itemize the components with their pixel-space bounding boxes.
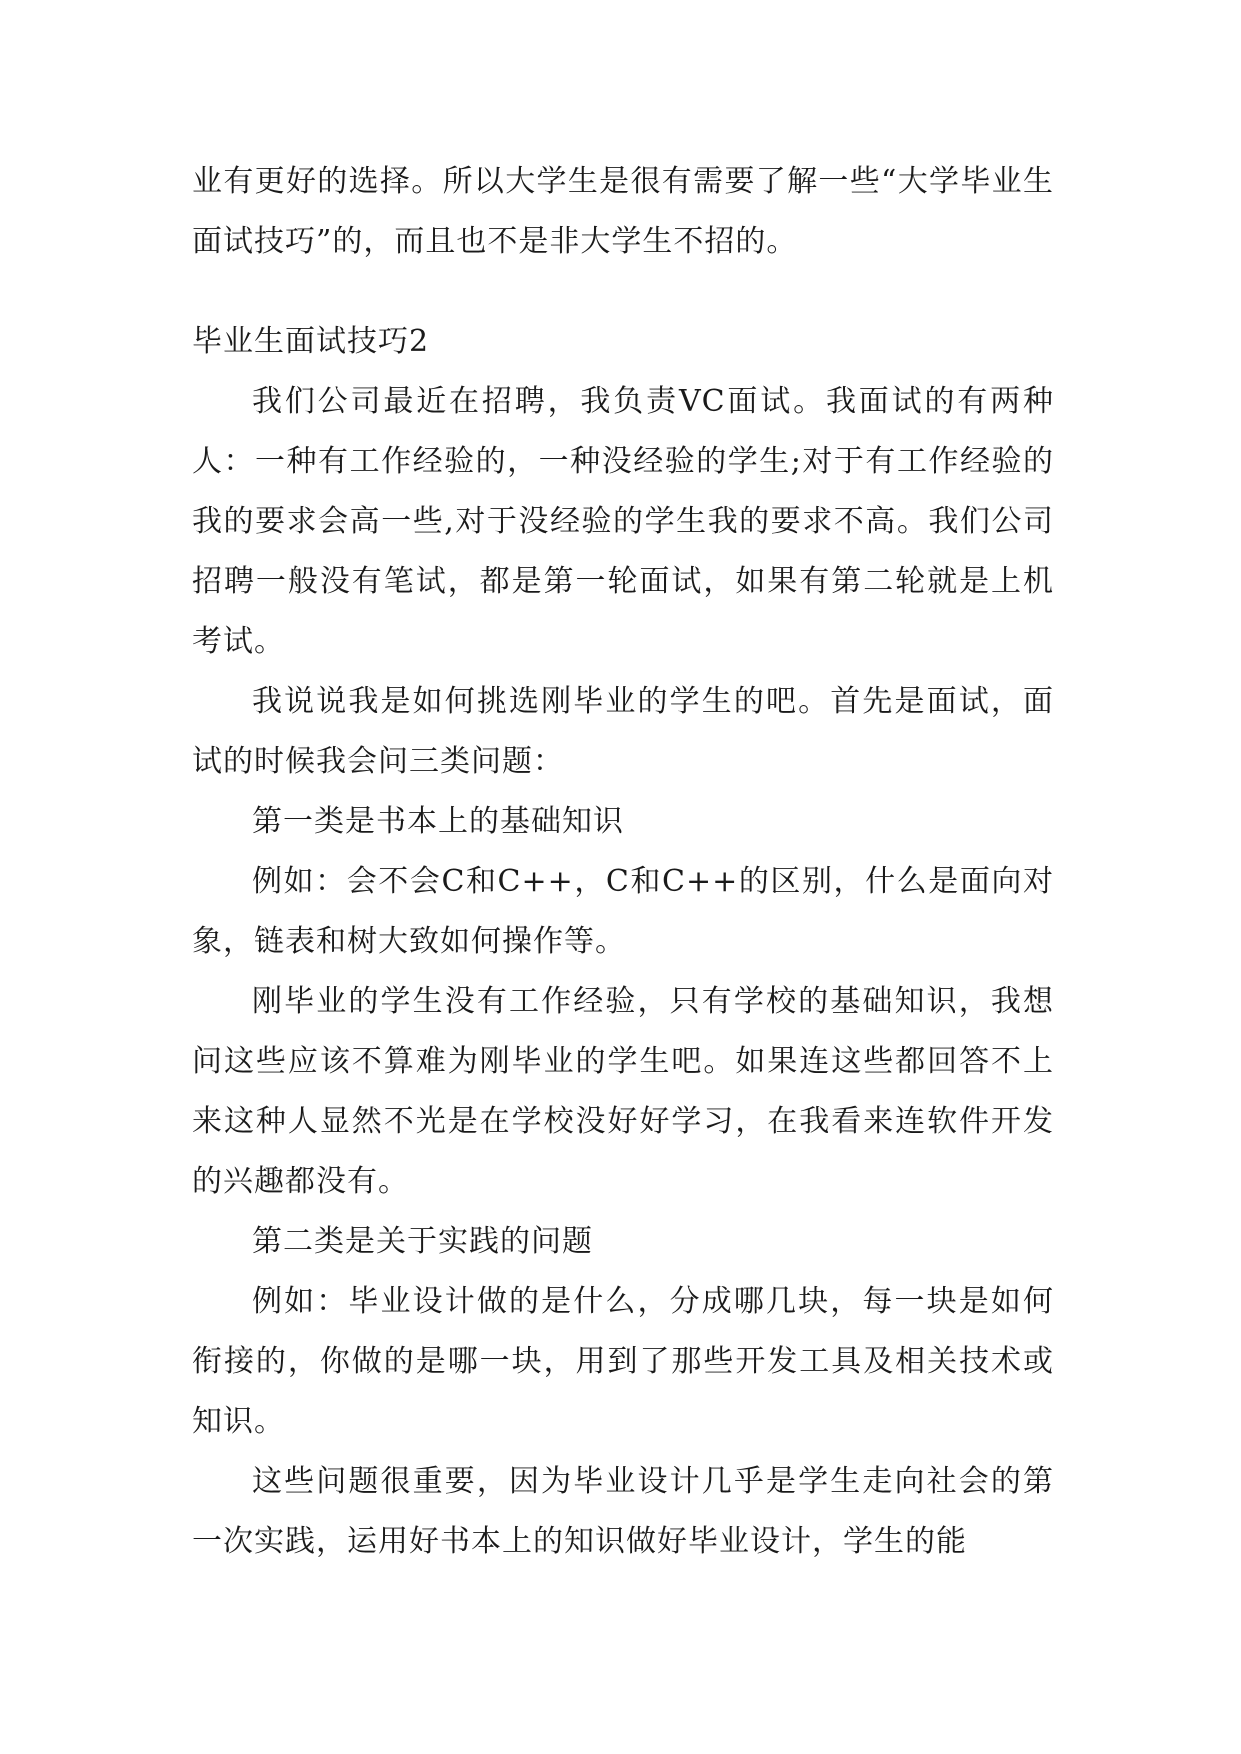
paragraph-7: 例如：毕业设计做的是什么，分成哪几块，每一块是如何衔接的，你做的是哪一块，用到了那些开发工具及相关技术或知识。 xyxy=(192,1284,1054,1439)
paragraph-2: 我说说我是如何挑选刚毕业的学生的吧。首先是面试，面试的时候我会问三类问题： xyxy=(192,684,1054,779)
paragraph-5: 刚毕业的学生没有工作经验，只有学校的基础知识，我想问这些应该不算难为刚毕业的学生吧。如果连这些都回答不上来这种人显然不光是在学校没好好学习，在我看来连软件开发的兴趣都没有。 xyxy=(192,984,1054,1199)
paragraph-3: 第一类是书本上的基础知识 xyxy=(252,804,624,839)
paragraph-4: 例如：会不会C和C++，C和C++的区别，什么是面向对象，链表和树大致如何操作等。 xyxy=(192,864,1054,959)
paragraph-8: 这些问题很重要，因为毕业设计几乎是学生走向社会的第一次实践，运用好书本上的知识做好毕业设计，学生的能 xyxy=(192,1464,1054,1559)
paragraph-6: 第二类是关于实践的问题 xyxy=(252,1224,593,1259)
continued-paragraph: 业有更好的选择。所以大学生是很有需要了解一些“大学毕业生面试技巧”的，而且也不是非大学生不招的。 xyxy=(192,164,1054,259)
section-title: 毕业生面试技巧2 xyxy=(192,324,430,359)
document-page xyxy=(192,152,1054,1572)
paragraph-1: 我们公司最近在招聘，我负责VC面试。我面试的有两种人：一种有工作经验的，一种没经验的学生;对于有工作经验的我的要求会高一些,对于没经验的学生我的要求不高。我们公司招聘一般没有笔试，都是第一轮面试，如果有第二轮就是上机考试。 xyxy=(192,384,1054,659)
